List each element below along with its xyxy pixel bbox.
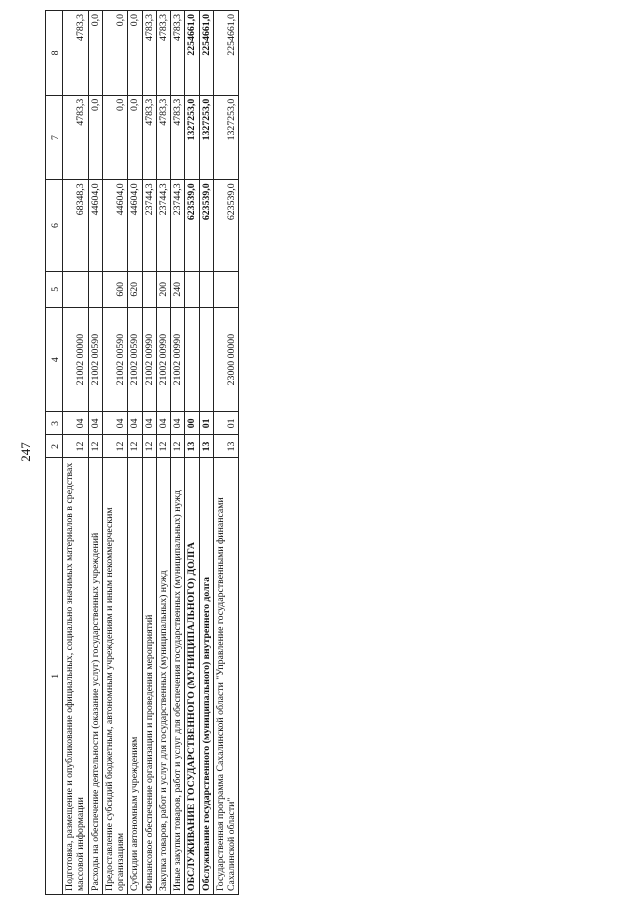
row-subsection-cell: 01 (199, 412, 213, 435)
row-target-article-cell: 21002 00590 (102, 307, 128, 411)
header-col-3: 3 (46, 412, 63, 435)
header-col-5: 5 (46, 271, 63, 307)
table-row (102, 11, 128, 895)
row-name-cell: Финансовое обеспечение организации и проведения мероприятий (142, 458, 156, 895)
table-row (185, 11, 199, 895)
row-target-article-cell: 23000 00000 (213, 307, 239, 411)
table-row (88, 11, 102, 895)
row-expense-type-cell (63, 271, 89, 307)
row-amount-col6-cell: 623539,0 (199, 180, 213, 271)
row-name-cell: Обслуживание государственного (муниципального) внутреннего долга (199, 458, 213, 895)
row-amount-col6-cell: 623539,0 (185, 180, 199, 271)
row-target-article-cell: 21002 00990 (142, 307, 156, 411)
row-section-cell: 12 (142, 435, 156, 458)
row-amount-col8-cell: 2254661,0 (199, 11, 213, 96)
row-amount-col7-cell: 4783,3 (63, 95, 89, 180)
row-amount-col6-cell: 23744,3 (142, 180, 156, 271)
row-section-cell: 12 (102, 435, 128, 458)
row-amount-col8-cell: 4783,3 (63, 11, 89, 96)
row-expense-type-cell (185, 271, 199, 307)
row-section-cell: 12 (171, 435, 185, 458)
table-row (63, 11, 89, 895)
row-amount-col7-cell: 1327253,0 (199, 95, 213, 180)
row-amount-col8-cell: 4783,3 (171, 11, 185, 96)
table-row (128, 11, 142, 895)
row-amount-col8-cell: 0,0 (102, 11, 128, 96)
row-name-cell: Закупка товаров, работ и услуг для государственных (муниципальных) нужд (156, 458, 170, 895)
budget-table-container (45, 10, 615, 895)
row-amount-col6-cell: 68348,3 (63, 180, 89, 271)
row-name-cell: Предоставление субсидий бюджетным, автономным учреждениям и иным некоммерческим организациям (102, 458, 128, 895)
row-target-article-cell: 21002 00000 (63, 307, 89, 411)
row-amount-col8-cell: 0,0 (128, 11, 142, 96)
header-col-2: 2 (46, 435, 63, 458)
row-target-article-cell (199, 307, 213, 411)
row-amount-col6-cell: 23744,3 (156, 180, 170, 271)
budget-table (45, 10, 239, 895)
header-row (46, 11, 63, 895)
row-name-cell: Подготовка, размещение и опубликование официальных, социально значимых материалов в средствах массовой информации (63, 458, 89, 895)
row-subsection-cell: 04 (63, 412, 89, 435)
row-subsection-cell: 01 (213, 412, 239, 435)
row-target-article-cell: 21002 00590 (88, 307, 102, 411)
row-target-article-cell: 21002 00990 (156, 307, 170, 411)
row-section-cell: 13 (199, 435, 213, 458)
row-expense-type-cell: 200 (156, 271, 170, 307)
row-expense-type-cell (199, 271, 213, 307)
row-expense-type-cell (88, 271, 102, 307)
row-expense-type-cell: 600 (102, 271, 128, 307)
table-row (213, 11, 239, 895)
row-target-article-cell: 21002 00590 (128, 307, 142, 411)
row-section-cell: 13 (213, 435, 239, 458)
row-amount-col8-cell: 4783,3 (156, 11, 170, 96)
table-row (171, 11, 185, 895)
row-section-cell: 13 (185, 435, 199, 458)
row-name-cell: Государственная программа Сахалинской области "Управление государственными финансами Сахалинской области" (213, 458, 239, 895)
table-row (199, 11, 213, 895)
header-col-8: 8 (46, 11, 63, 96)
row-amount-col7-cell: 0,0 (102, 95, 128, 180)
row-amount-col7-cell: 0,0 (88, 95, 102, 180)
row-subsection-cell: 04 (128, 412, 142, 435)
row-subsection-cell: 04 (102, 412, 128, 435)
row-name-cell: ОБСЛУЖИВАНИЕ ГОСУДАРСТВЕННОГО (МУНИЦИПАЛЬНОГО) ДОЛГА (185, 458, 199, 895)
row-target-article-cell (185, 307, 199, 411)
header-col-6: 6 (46, 180, 63, 271)
row-amount-col7-cell: 4783,3 (142, 95, 156, 180)
row-amount-col7-cell: 1327253,0 (213, 95, 239, 180)
row-amount-col6-cell: 44604,0 (88, 180, 102, 271)
row-expense-type-cell: 620 (128, 271, 142, 307)
row-amount-col6-cell: 44604,0 (128, 180, 142, 271)
row-amount-col8-cell: 2254661,0 (185, 11, 199, 96)
table-body (63, 11, 239, 895)
table-row (142, 11, 156, 895)
row-amount-col6-cell: 623539,0 (213, 180, 239, 271)
row-amount-col7-cell: 1327253,0 (185, 95, 199, 180)
row-name-cell: Иные закупки товаров, работ и услуг для обеспечения государственных (муниципальных) нужд (171, 458, 185, 895)
row-amount-col8-cell: 4783,3 (142, 11, 156, 96)
row-subsection-cell: 04 (171, 412, 185, 435)
row-section-cell: 12 (156, 435, 170, 458)
row-section-cell: 12 (88, 435, 102, 458)
row-section-cell: 12 (63, 435, 89, 458)
row-expense-type-cell (142, 271, 156, 307)
header-col-7: 7 (46, 95, 63, 180)
rotated-page (45, 10, 615, 895)
row-expense-type-cell: 240 (171, 271, 185, 307)
row-amount-col8-cell: 2254661,0 (213, 11, 239, 96)
row-subsection-cell: 04 (142, 412, 156, 435)
row-amount-col8-cell: 0,0 (88, 11, 102, 96)
row-section-cell: 12 (128, 435, 142, 458)
row-amount-col6-cell: 23744,3 (171, 180, 185, 271)
row-subsection-cell: 04 (88, 412, 102, 435)
row-name-cell: Субсидии автономным учреждениям (128, 458, 142, 895)
table-row (156, 11, 170, 895)
row-name-cell: Расходы на обеспечение деятельности (оказание услуг) государственных учреждений (88, 458, 102, 895)
row-target-article-cell: 21002 00990 (171, 307, 185, 411)
page-number: 247 (18, 442, 33, 462)
header-col-4: 4 (46, 307, 63, 411)
row-amount-col7-cell: 4783,3 (156, 95, 170, 180)
row-amount-col7-cell: 0,0 (128, 95, 142, 180)
row-subsection-cell: 04 (156, 412, 170, 435)
row-subsection-cell: 00 (185, 412, 199, 435)
row-amount-col7-cell: 4783,3 (171, 95, 185, 180)
row-expense-type-cell (213, 271, 239, 307)
row-amount-col6-cell: 44604,0 (102, 180, 128, 271)
header-col-1: 1 (46, 458, 63, 895)
